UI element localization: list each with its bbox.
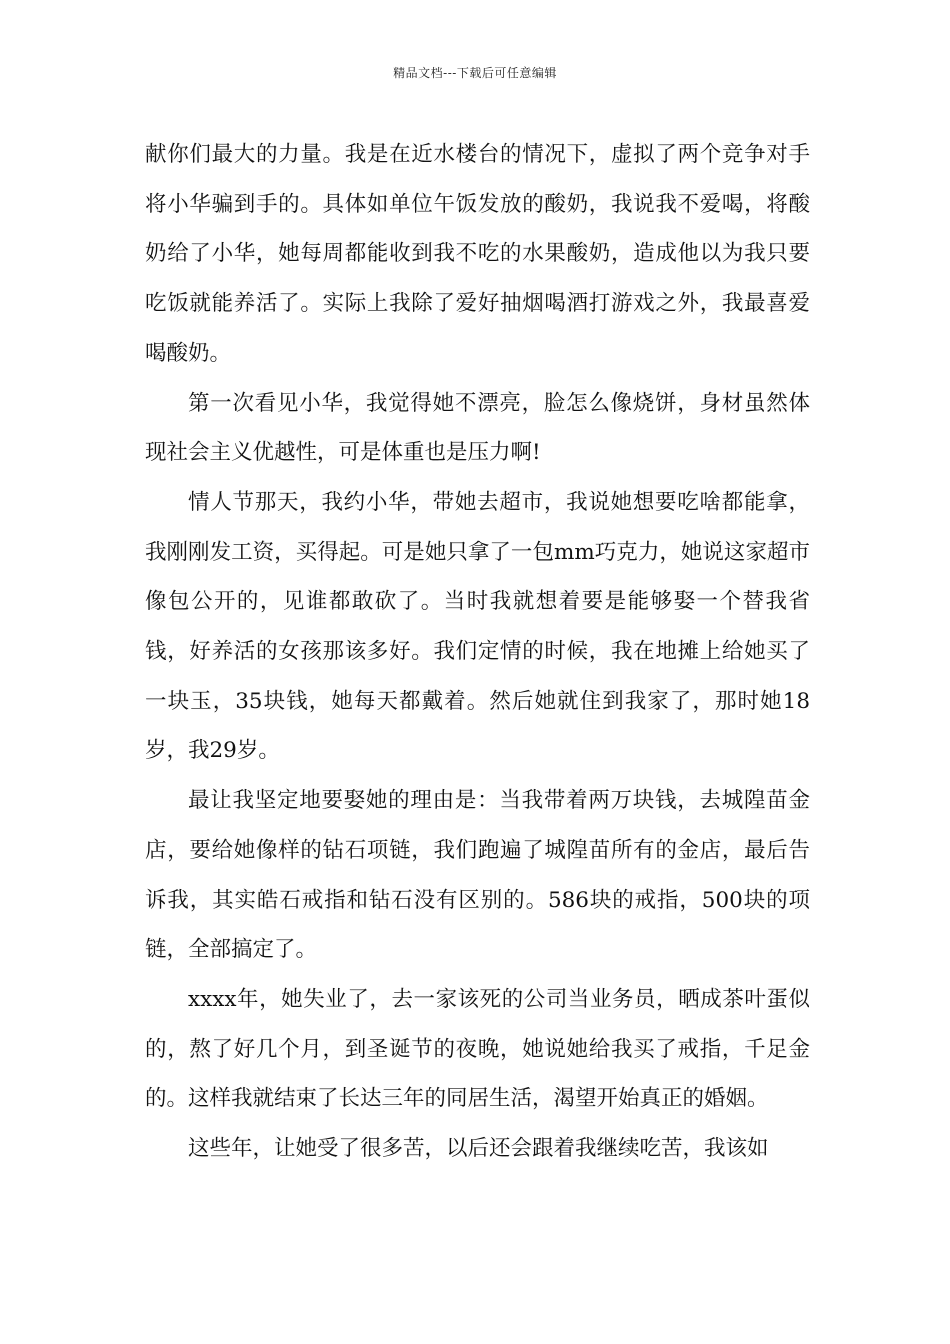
paragraph-1: 献你们最大的力量。我是在近水楼台的情况下，虚拟了两个竞争对手将小华骗到手的。具体如单位午饭发放的酸奶，我说我不爱喝，将酸奶给了小华，她每周都能收到我不吃的水果酸奶，造成他以为我只要吃饭就能养活了。实际上我除了爱好抽烟喝酒打游戏之外，我最喜爱喝酸奶。 <box>145 142 810 366</box>
paragraph-6: 这些年，让她受了很多苦，以后还会跟着我继续吃苦，我该如 <box>188 1136 769 1162</box>
paragraph-3: 情人节那天，我约小华，带她去超市，我说她想要吃啥都能拿，我刚刚发工资，买得起。可是她只拿了一包mm巧克力，她说这家超市像包公开的，见谁都敢砍了。当时我就想着要是能够娶一个替我省钱，好养活的女孩那该多好。我们定情的时候，我在地摊上给她买了一块玉，35块钱，她每天都戴着。然后她就住到我家了，那时她18岁，我29岁。 <box>145 489 810 764</box>
paragraph-2: 第一次看见小华，我觉得她不漂亮，脸怎么像烧饼，身材虽然体现社会主义优越性，可是体重也是压力啊! <box>145 390 810 466</box>
paragraph-4: 最让我坚定地要娶她的理由是：当我带着两万块钱，去城隍苗金店，要给她像样的钻石项链，我们跑遍了城隍苗所有的金店，最后告诉我，其实皓石戒指和钻石没有区别的。586块的戒指，500块的项链，全部搞定了。 <box>145 788 810 963</box>
page-header: 精品文档---下载后可任意编辑 <box>393 66 557 80</box>
paragraph-5: xxxx年，她失业了，去一家该死的公司当业务员，晒成茶叶蛋似的，熬了好几个月，到圣诞节的夜晚，她说她给我买了戒指，千足金的。这样我就结束了长达三年的同居生活，渴望开始真正的婚姻。 <box>145 986 810 1112</box>
document-body <box>145 130 810 1174</box>
